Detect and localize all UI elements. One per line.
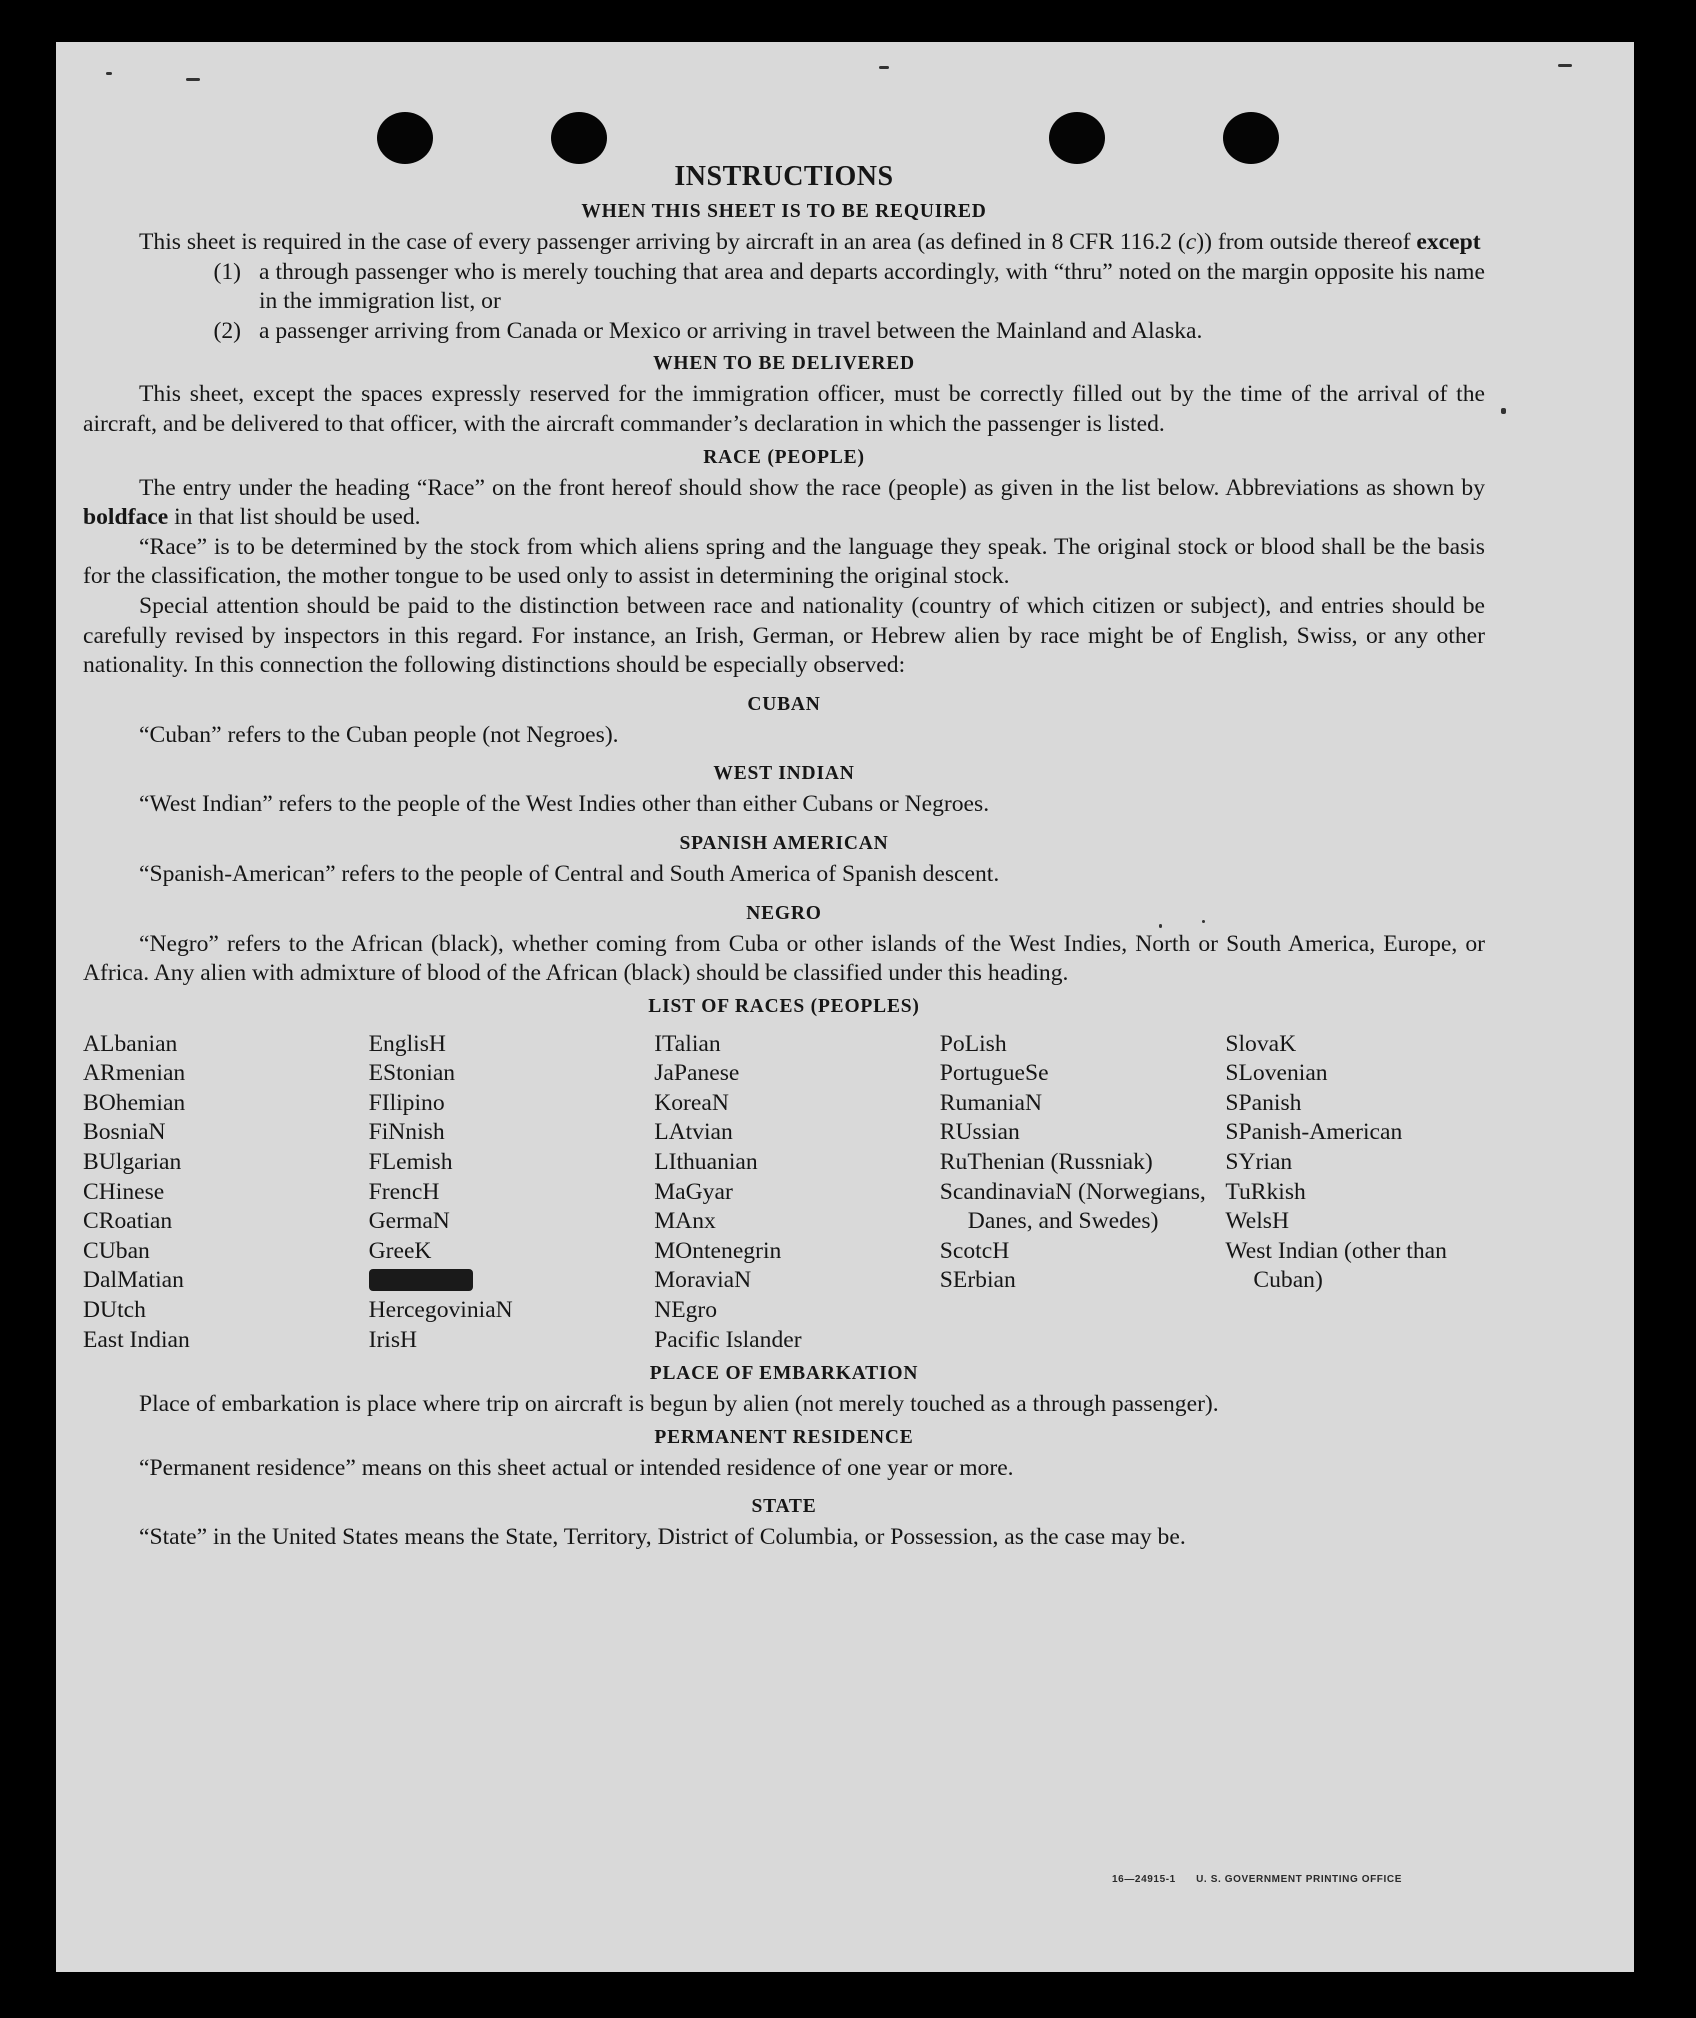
paper-speck <box>1558 64 1572 67</box>
paper-speck <box>1501 408 1506 414</box>
race-entry: RUssian <box>939 1119 1020 1146</box>
race-entry: DUtch <box>83 1297 146 1324</box>
negro-definition: “Negro” refers to the African (black), whether coming from Cuba or other islands of the West Indies, North or South America, Europe, or Africa. Any alien with admixture of blood of the African (black) should be classified under this heading. <box>83 930 1485 987</box>
section-heading: STATE <box>751 1496 817 1518</box>
instructions-content <box>83 160 1485 1553</box>
race-entry: GreeK <box>368 1237 432 1264</box>
race-entry: ITalian <box>654 1030 721 1057</box>
race-entry: East Indian <box>83 1326 190 1353</box>
paper-speck <box>106 72 112 75</box>
race-entry: ARmenian <box>83 1060 186 1087</box>
punch-hole <box>377 112 433 164</box>
race-entry: SErbian <box>939 1267 1016 1294</box>
section-heading: PLACE OF EMBARKATION <box>649 1363 919 1385</box>
state-definition: “State” in the United States means the State, Territory, District of Columbia, or Possession, as the case may be. <box>139 1524 1186 1551</box>
printer-credit: U. S. GOVERNMENT PRINTING OFFICE <box>1196 1874 1402 1885</box>
paper-speck <box>186 78 200 81</box>
race-entry: CUban <box>83 1237 150 1264</box>
print-footer <box>1112 1874 1402 1885</box>
redacted-entry <box>369 1266 655 1296</box>
section-heading: WHEN TO BE DELIVERED <box>653 353 915 375</box>
race-paragraph: The entry under the heading “Race” on the front hereof should show the race (people) as given in the list below. Abbreviations as shown by boldface in that list should be used. <box>83 474 1485 531</box>
race-entry: MAnx <box>654 1208 716 1235</box>
race-entry: JaPanese <box>654 1060 740 1087</box>
race-entry: SPanish <box>1225 1089 1302 1116</box>
race-entry: PortugueSe <box>939 1060 1049 1087</box>
race-entry: SYrian <box>1225 1149 1293 1176</box>
delivery-paragraph: This sheet, except the spaces expressly reserved for the immigration officer, must be correctly filled out by the time of the arrival of the aircraft, and be delivered to that officer, with the aircraft commander’s declaration in which the passenger is listed. <box>83 381 1485 437</box>
spanish-american-definition: “Spanish-American” refers to the people of Central and South America of Spanish descent. <box>139 860 1000 887</box>
race-entry: MOntenegrin <box>654 1237 782 1264</box>
race-entry: DalMatian <box>83 1267 184 1294</box>
exception-number: (1) <box>213 258 241 285</box>
race-entry: MaGyar <box>654 1178 733 1205</box>
race-paragraph: “Race” is to be determined by the stock from which aliens spring and the language they speak. The original stock or blood shall be the basis for the classification, the mother tongue to be used only to assist in determining the original stock. <box>83 533 1485 590</box>
race-column <box>654 1030 940 1356</box>
race-entry: IrisH <box>368 1326 418 1353</box>
west-indian-definition: “West Indian” refers to the people of the West Indies other than either Cubans or Negroes. <box>139 791 990 818</box>
race-entry: RumaniaN <box>939 1089 1043 1116</box>
exception-item <box>83 258 1485 317</box>
race-entry: PoLish <box>939 1030 1007 1057</box>
race-entry: FIlipino <box>368 1089 445 1116</box>
race-entry: BUlgarian <box>83 1149 182 1176</box>
race-entry: FrencH <box>368 1178 440 1205</box>
redaction-mark <box>369 1269 473 1291</box>
race-entry: West Indian (other than Cuban) <box>1225 1237 1447 1294</box>
race-entry: KoreaN <box>654 1089 729 1116</box>
race-column <box>940 1030 1226 1356</box>
section-heading: RACE (PEOPLE) <box>703 446 865 468</box>
race-entry: TuRkish <box>1225 1178 1306 1205</box>
race-entry: FiNnish <box>368 1119 445 1146</box>
residence-definition: “Permanent residence” means on this sheet actual or intended residence of one year or more. <box>139 1454 1014 1481</box>
race-entry: ScotcH <box>939 1237 1010 1264</box>
page-title: INSTRUCTIONS <box>674 161 894 192</box>
exception-text: a through passenger who is merely touching that area and departs accordingly, with “thru” noted on the margin opposite his name in the immigration list, or <box>259 258 1485 315</box>
race-entry: WelsH <box>1225 1208 1290 1235</box>
cuban-definition: “Cuban” refers to the Cuban people (not Negroes). <box>139 721 619 748</box>
form-number: 16—24915-1 <box>1112 1874 1176 1885</box>
race-entry: EnglisH <box>368 1030 446 1057</box>
race-paragraph: Special attention should be paid to the distinction between race and nationality (country of which citizen or subject), and entries should be carefully revised by inspectors in this regard. For instance, an Irish, German, or Hebrew alien by race might be of English, Swiss, or any other nationality. In this connection the following distinctions should be especially observed: <box>83 592 1485 679</box>
race-entry: HercegoviniaN <box>368 1297 513 1324</box>
race-entry: FLemish <box>368 1149 453 1176</box>
race-list <box>83 1030 1485 1356</box>
race-entry: LAtvian <box>654 1119 733 1146</box>
embarkation-definition: Place of embarkation is place where trip on aircraft is begun by alien (not merely touched as a through passenger). <box>139 1391 1219 1418</box>
race-entry: CHinese <box>83 1178 165 1205</box>
race-entry: Pacific Islander <box>654 1326 802 1353</box>
race-entry: BosniaN <box>83 1119 166 1146</box>
punch-hole <box>1049 112 1105 164</box>
section-heading: PERMANENT RESIDENCE <box>654 1426 914 1448</box>
requirement-paragraph: This sheet is required in the case of every passenger arriving by aircraft in an area (as defined in 8 CFR 116.2 (c)) from outside thereof except <box>139 229 1481 255</box>
race-entry: SPanish-American <box>1225 1119 1403 1146</box>
exception-number: (2) <box>213 317 241 344</box>
section-heading: SPANISH AMERICAN <box>679 832 889 854</box>
race-entry: NEgro <box>654 1297 718 1324</box>
race-entry: RuThenian (Russniak) <box>939 1149 1153 1176</box>
race-column <box>1225 1030 1485 1356</box>
race-entry: EStonian <box>368 1060 456 1087</box>
section-heading: CUBAN <box>747 693 821 715</box>
race-entry: ScandinaviaN (Norwegians, Danes, and Swedes) <box>939 1178 1206 1235</box>
race-entry: MoraviaN <box>654 1267 752 1294</box>
race-entry: LIthuanian <box>654 1149 758 1176</box>
section-heading: NEGRO <box>746 902 822 924</box>
race-entry: ALbanian <box>83 1030 178 1057</box>
race-column <box>369 1030 655 1356</box>
section-heading: LIST OF RACES (PEOPLES) <box>648 995 920 1017</box>
race-entry: BOhemian <box>83 1089 186 1116</box>
exception-text: a passenger arriving from Canada or Mexico or arriving in travel between the Mainland and Alaska. <box>259 317 1203 344</box>
race-entry: SLovenian <box>1225 1060 1328 1087</box>
race-entry: CRoatian <box>83 1208 173 1235</box>
section-heading: WEST INDIAN <box>713 763 855 785</box>
race-entry: GermaN <box>368 1208 450 1235</box>
punch-hole <box>551 112 607 164</box>
punch-hole <box>1223 112 1279 164</box>
race-entry: SlovaK <box>1225 1030 1297 1057</box>
section-heading: WHEN THIS SHEET IS TO BE REQUIRED <box>581 201 987 222</box>
race-column <box>83 1030 369 1356</box>
paper-speck <box>879 66 889 69</box>
exception-item <box>83 317 1485 347</box>
